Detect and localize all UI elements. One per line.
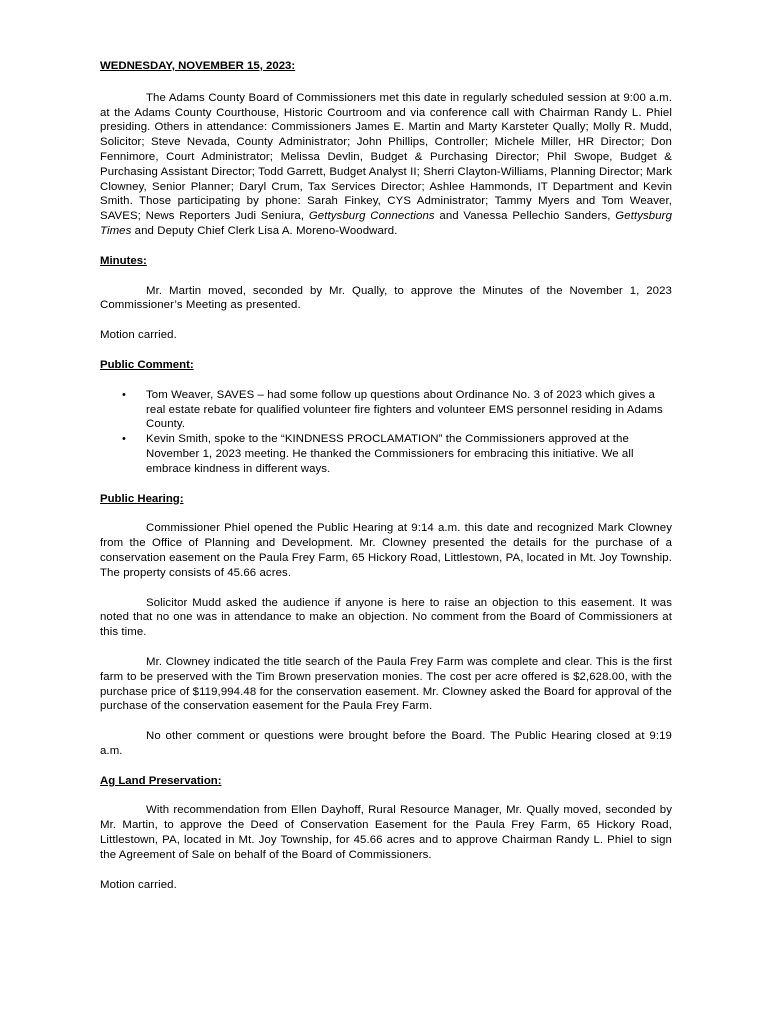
motion-carried-text: Motion carried. <box>100 878 177 891</box>
intro-paragraph <box>100 91 672 239</box>
list-item <box>122 388 672 432</box>
hearing-paragraph: Commissioner Phiel opened the Public Hearing at 9:14 a.m. this date and recognized Mark Clowney from the Office of Planning and Development. Mr. Clowney presented the details for the purchase of a conservation easement on the Paula Frey Farm, 65 Hickory Road, Littlestown, PA, located in Mt. Joy Township. The property consists of 45.66 acres. <box>100 522 672 579</box>
comment-text: Tom Weaver, SAVES – had some follow up questions about Ordinance No. 3 of 2023 which gives a real estate rebate for qualified volunteer fire fighters and volunteer EMS personnel residing in Adams County. <box>146 388 663 431</box>
hearing-paragraph: No other comment or questions were brought before the Board. The Public Hearing closed at 9:19 a.m. <box>100 730 672 757</box>
ag-land-body: With recommendation from Ellen Dayhoff, Rural Resource Manager, Mr. Qually moved, seconded by Mr. Martin, to approve the Deed of Conservation Easement for the Paula Frey Farm, 65 Hickory Road, Littlestown, PA, located in Mt. Joy Township, for 45.66 acres and to approve Chairman Randy L. Phiel to sign the Agreement of Sale on behalf of the Board of Commissioners. <box>100 804 672 861</box>
intro-text: The Adams County Board of Commissioners met this date in regularly scheduled session at 9:00 a.m. at the Adams County Courthouse, Historic Courtroom and via conference call with Chairman Randy L. Phiel presiding. Others in attendance: Commissioners James E. Martin and Marty Karsteter Qually; Molly R. Mudd, Solicitor; Steve Nevada, County Administrator; John Phillips, Controller; Michele Miller, HR Director; Don Fennimore, Court Administrator; Melissa Devlin, Budget & Purchasing Director; Phil Swope, Budget & Purchasing Assistant Director; Todd Garrett, Budget Analyst II; Sherri Clayton-Williams, Planning Director; Mark Clowney, Senior Planner; Daryl Crum, Tax Services Director; Ashlee Hammonds, IT Department and Kevin Smith. Those participating by phone: Sarah Finkey, CYS Administrator; Tammy Myers and Tom Weaver, SAVES; News Reporters Judi Seniura, <box>100 91 672 223</box>
minutes-body: Mr. Martin moved, seconded by Mr. Qually, to approve the Minutes of the November 1, 2023 Commissioner’s Meeting as presented. <box>100 284 672 312</box>
intro-text-mid: and Vanessa Pellechio Sanders, <box>434 210 616 223</box>
ag-land-heading: Ag Land Preservation: <box>100 774 222 787</box>
list-item <box>122 432 672 476</box>
bullet-icon: • <box>122 388 126 401</box>
hearing-paragraph: Mr. Clowney indicated the title search of the Paula Frey Farm was complete and clear. This is the first farm to be preserved with the Tim Brown preservation monies. The cost per acre offered is $2,628.00, with the purchase price of $119,994.48 for the conservation easement. Mr. Clowney asked the Board for approval of the purchase of the conservation easement for the Paula Frey Farm. <box>100 655 672 713</box>
minutes-heading: Minutes: <box>100 254 147 267</box>
hearing-paragraph: Solicitor Mudd asked the audience if anyone is here to raise an objection to this easement. It was noted that no one was in attendance to make an objection. No comment from the Board of Commissioners at this time. <box>100 596 672 639</box>
publication-name: Gettysburg Times <box>100 210 673 237</box>
meeting-date-heading: WEDNESDAY, NOVEMBER 15, 2023: <box>100 60 296 72</box>
publication-name: Gettysburg Connections <box>308 210 435 223</box>
bullet-icon: • <box>122 433 126 446</box>
public-comment-heading: Public Comment: <box>100 358 194 371</box>
intro-text-end: and Deputy Chief Clerk Lisa A. Moreno-Woodward. <box>131 224 398 237</box>
public-comment-list <box>100 388 672 477</box>
motion-carried-text: Motion carried. <box>100 329 177 342</box>
public-hearing-heading: Public Hearing: <box>100 492 184 505</box>
comment-text: Kevin Smith, spoke to the “KINDNESS PROCLAMATION” the Commissioners approved at the November 1, 2023 meeting. He thanked the Commissioners for embracing this initiative. We all embrace kindness in different ways. <box>146 433 634 475</box>
